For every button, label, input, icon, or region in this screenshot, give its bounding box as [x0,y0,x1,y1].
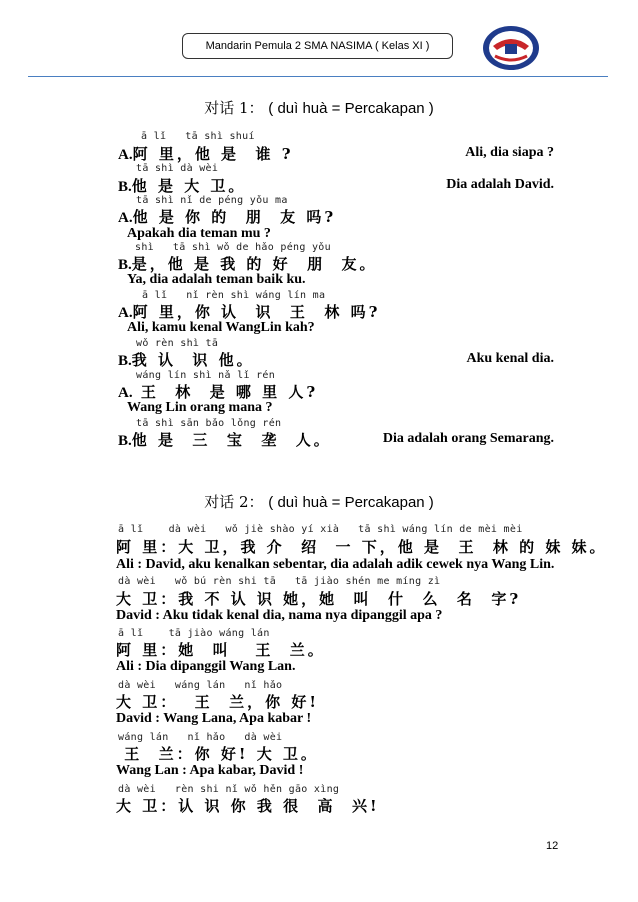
dialog2-title-zh: 对话 2： [204,493,264,511]
speaker-label: B. [118,179,132,195]
chinese-line: 阿 里：大 卫，我 介 绍 一 下，他 是 王 林 的 妹 妹。 [116,538,608,556]
chinese-line: 阿 里：她 叫 王 兰。 [116,641,326,659]
chinese-text: 我 认 识 他。 [131,351,255,369]
dialog1-title-zh: 对话 1： [204,99,264,117]
pinyin-line: ā lǐ nǐ rèn shì wáng lín ma [142,290,326,301]
pinyin-line: dà wèi wǒ bú rèn shi tā tā jiào shén me míng zì [118,576,441,587]
speaker-label: A. [118,385,133,401]
header-title: Mandarin Pemula 2 SMA NASIMA ( Kelas XI ) [205,40,430,52]
chinese-line: 大 卫：认 识 你 我 很 高 兴! [116,797,380,815]
translation-line: David : Aku tidak kenal dia, nama nya dipanggil apa ? [116,608,443,623]
pinyin-line: wáng lín shì nǎ lǐ rén [136,370,276,381]
pinyin-line: wǒ rèn shì tā [136,338,219,349]
speaker-label: A. [118,305,133,321]
school-logo [481,24,541,72]
chinese-text: 他 是 大 卫。 [131,177,247,195]
page-number: 12 [546,840,559,852]
pinyin-line: dà wèi rèn shi nǐ wǒ hěn gāo xìng [118,784,340,795]
translation-line: Ali : Dia dipanggil Wang Lan. [116,659,296,674]
translation-line: Ali : David, aku kenalkan sebentar, dia adalah adik cewek nya Wang Lin. [116,557,555,572]
chinese-line [118,253,378,274]
chinese-line [118,175,246,196]
translation-line: Dia adalah David. [446,177,554,192]
translation-line: Ali, kamu kenal WangLin kah? [127,320,315,335]
chinese-text: 阿 里，他 是 谁 ? [132,145,294,163]
chinese-line [118,381,318,402]
chinese-text: 他 是 你 的 朋 友 吗? [132,208,337,226]
translation-line: Wang Lan : Apa kabar, David ! [116,763,304,778]
pinyin-line: ā lǐ tā jiào wáng lán [118,628,270,639]
pinyin-line: dà wèi wáng lán nǐ hǎo [118,680,283,691]
translation-line: Dia adalah orang Semarang. [382,431,554,446]
chinese-line [118,143,294,164]
pinyin-line: ā lǐ tā shì shuí [141,131,255,142]
speaker-label: B. [118,353,132,369]
chinese-line [118,206,336,227]
pinyin-line: tā shì sān bǎo lǒng rén [136,418,282,429]
pinyin-line: tā shì nǐ de péng yǒu ma [136,195,288,206]
chinese-text: 阿 里，你 认 识 王 林 吗? [132,303,381,321]
pinyin-line: tā shì dà wèi [136,163,219,174]
dialog2-title [0,491,638,512]
chinese-line: 大 卫： 王 兰，你 好! [116,693,319,711]
speaker-label: A. [118,210,133,226]
header-title-box [182,33,453,59]
dialog1-title-lat: ( duì huà = Percakapan ) [268,100,434,117]
translation-line: Aku kenal dia. [466,351,554,366]
chinese-line: 王 兰：你 好! 大 卫。 [116,745,319,763]
translation-line: Apakah dia teman mu ? [127,226,271,241]
chinese-text: 他 是 三 宝 垄 人。 [131,431,332,449]
chinese-line: 大 卫：我 不 认 识 她，她 叫 什 么 名 字? [116,590,522,608]
dialog1-title [0,97,638,118]
pinyin-line: ā lǐ dà wèi wǒ jiè shào yí xià tā shì wáng lín de mèi mèi [118,524,523,535]
translation-line: Ali, dia siapa ? [465,145,554,160]
chinese-text: 王 林 是 哪 里 人? [132,383,319,401]
chinese-text: 是，他 是 我 的 好 朋 友。 [131,255,378,273]
chinese-line [118,429,332,450]
chinese-line [118,349,255,370]
translation-line: Wang Lin orang mana ? [127,400,273,415]
dialog2-title-lat: ( duì huà = Percakapan ) [268,494,434,511]
header-rule [28,76,608,77]
speaker-label: A. [118,147,133,163]
speaker-label: B. [118,257,132,273]
pinyin-line: shì tā shì wǒ de hǎo péng yǒu [135,242,331,253]
pinyin-line: wáng lán nǐ hǎo dà wèi [118,732,283,743]
chinese-line [118,301,380,322]
translation-line: Ya, dia adalah teman baik ku. [127,272,306,287]
translation-line: David : Wang Lana, Apa kabar ! [116,711,312,726]
speaker-label: B. [118,433,132,449]
